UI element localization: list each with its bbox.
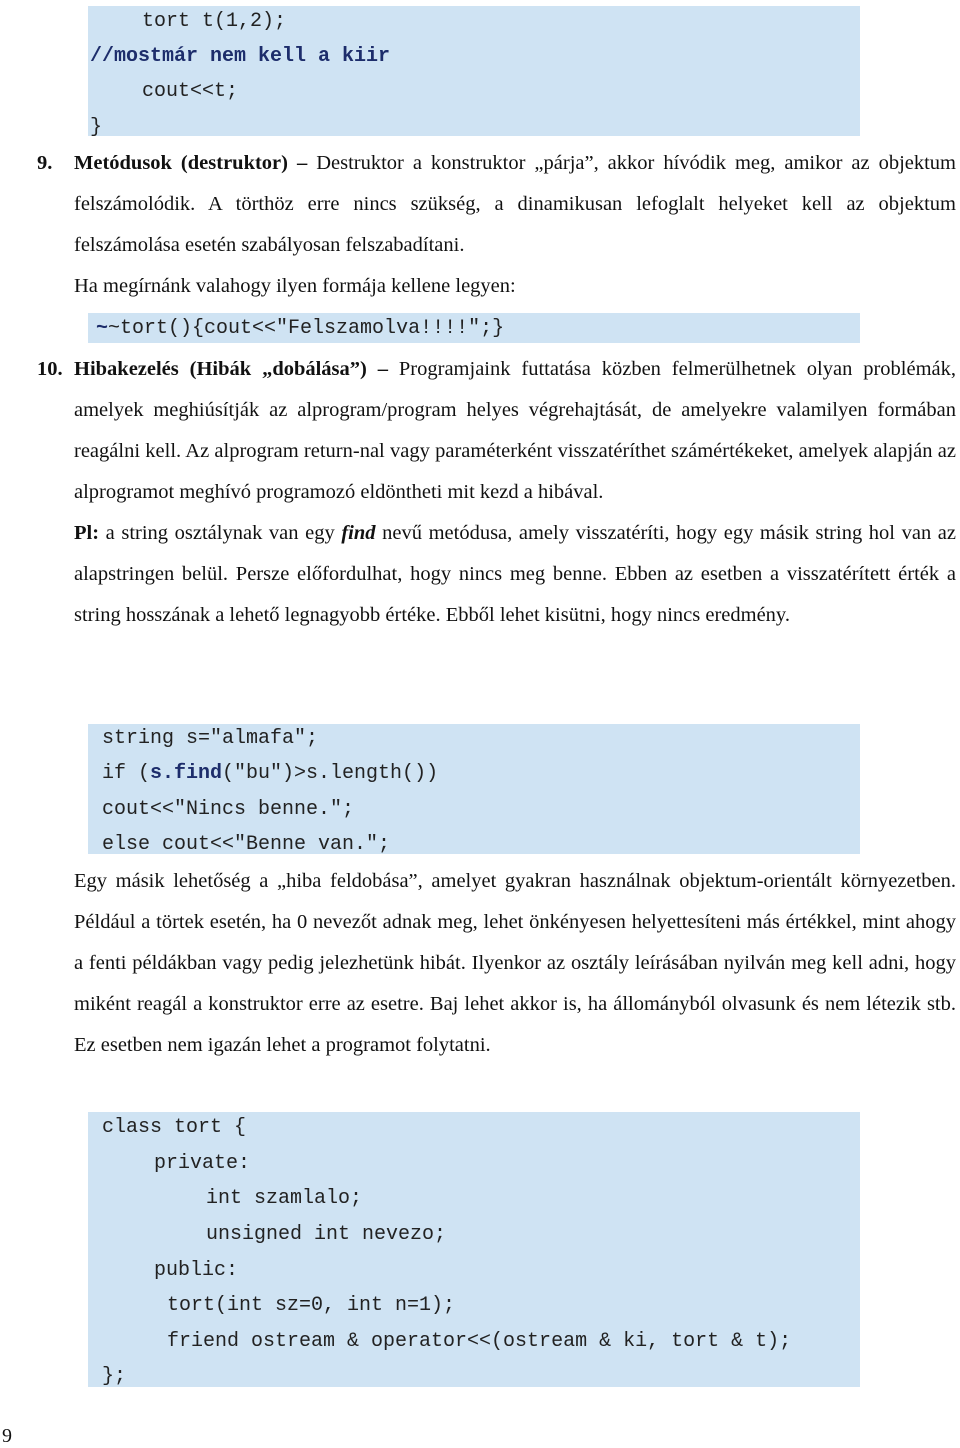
example-text: nevű metódusa, amely visszatéríti, hogy egy másik string hol van az alapstringen belül. Persze előfordulhat, hogy nincs meg benne. Ebben az esetben a visszatérített érték a string hosszának a lehető legnagyobb értéke. Ebből lehet kisütni, hogy nincs eredmény. (74, 522, 956, 626)
dash: – (377, 358, 389, 380)
item-subtext: Ha megírnánk valahogy ilyen formája kellene legyen: (74, 275, 516, 297)
code-if-rest: ("bu")>s.length()) (222, 762, 439, 785)
code-comment: //mostmár nem kell a kiir (90, 45, 391, 68)
code-line: }; (102, 1365, 127, 1388)
code-block-find-example (88, 724, 860, 854)
example-paragraph (74, 513, 956, 636)
item-title: Metódusok (destruktor) (74, 152, 288, 174)
item-paragraph (74, 349, 956, 513)
code-line (96, 319, 504, 339)
item-text: Programjaink futtatása közben felmerülhetnek olyan problémák, amelyek meghiúsítják az alprogram/program helyes végrehajtását, de amelyekre valamilyen formában reagálni kell. Az alprogram return-nal vagy paraméterként visszatéríthet számértékeket, amelyek alapján az alprogramot meghívó programozó eldöntheti mit kezd a hibával. (74, 358, 956, 503)
code-if: if ( (102, 762, 151, 785)
code-line: cout<<t; (142, 80, 239, 103)
example-text: a string osztálynak van egy (105, 522, 335, 544)
code-line: int szamlalo; (206, 1187, 363, 1210)
item-text: Destruktor a konstruktor „párja”, akkor hívódik meg, amikor az objektum felszámolódik. A törthöz erre nincs szükség, a dinamikusan lefoglalt helyeket kell az objektum felszámolása esetén szabályosan felszabadítani. (74, 152, 957, 256)
list-item-destructor (37, 143, 957, 307)
code-line: tort(int sz=0, int n=1); (167, 1294, 456, 1317)
code-block-destructor (88, 313, 860, 343)
list-number: 9. (37, 152, 53, 174)
code-find-call: s.find (150, 762, 223, 785)
dash: – (296, 152, 308, 174)
code-block-class-tort (88, 1112, 860, 1387)
code-line (102, 764, 438, 784)
code-line: friend ostream & operator<<(ostream & ki, tort & t); (167, 1330, 792, 1353)
code-line-text: ~tort(){cout<<"Felszamolva!!!!";} (108, 317, 505, 340)
example-label: Pl: (74, 522, 100, 544)
code-line: cout<<"Nincs benne."; (102, 798, 355, 821)
list-number: 10. (37, 358, 63, 380)
code-line: else cout<<"Benne van."; (102, 833, 391, 856)
tilde-symbol: ~ (96, 317, 109, 340)
code-line: } (90, 116, 103, 139)
list-item-error-handling (37, 349, 956, 636)
item-paragraph (74, 143, 956, 266)
code-line: private: (154, 1152, 251, 1175)
code-line: tort t(1,2); (142, 10, 287, 33)
code-line: class tort { (102, 1116, 247, 1139)
find-keyword: find (341, 522, 376, 544)
code-block-tort-output (88, 6, 860, 139)
code-line: public: (154, 1259, 239, 1282)
paragraph-throwing: Egy másik lehetőség a „hiba feldobása”, amelyet gyakran használnak objektum-orientált környezetben. Például a törtek esetén, ha 0 nevezőt adnak meg, lehet önkényesen helyettesíteni más értékkel, mint ahogy a fenti példákban vagy pedig jelezhetünk hibát. Ilyenkor az osztály leírásában nyilván meg kell adni, hogy miként reagál a konstruktor erre az esetre. Baj lehet akkor is, ha állományból olvasunk és nem létezik stb. Ez esetben nem igazán lehet a programot folytatni. (74, 870, 956, 1056)
code-line: string s="almafa"; (102, 727, 319, 750)
item-title: Hibakezelés (Hibák „dobálása”) (74, 358, 367, 380)
code-line: unsigned int nevezo; (206, 1223, 447, 1246)
page-number: 9 (2, 1425, 12, 1447)
